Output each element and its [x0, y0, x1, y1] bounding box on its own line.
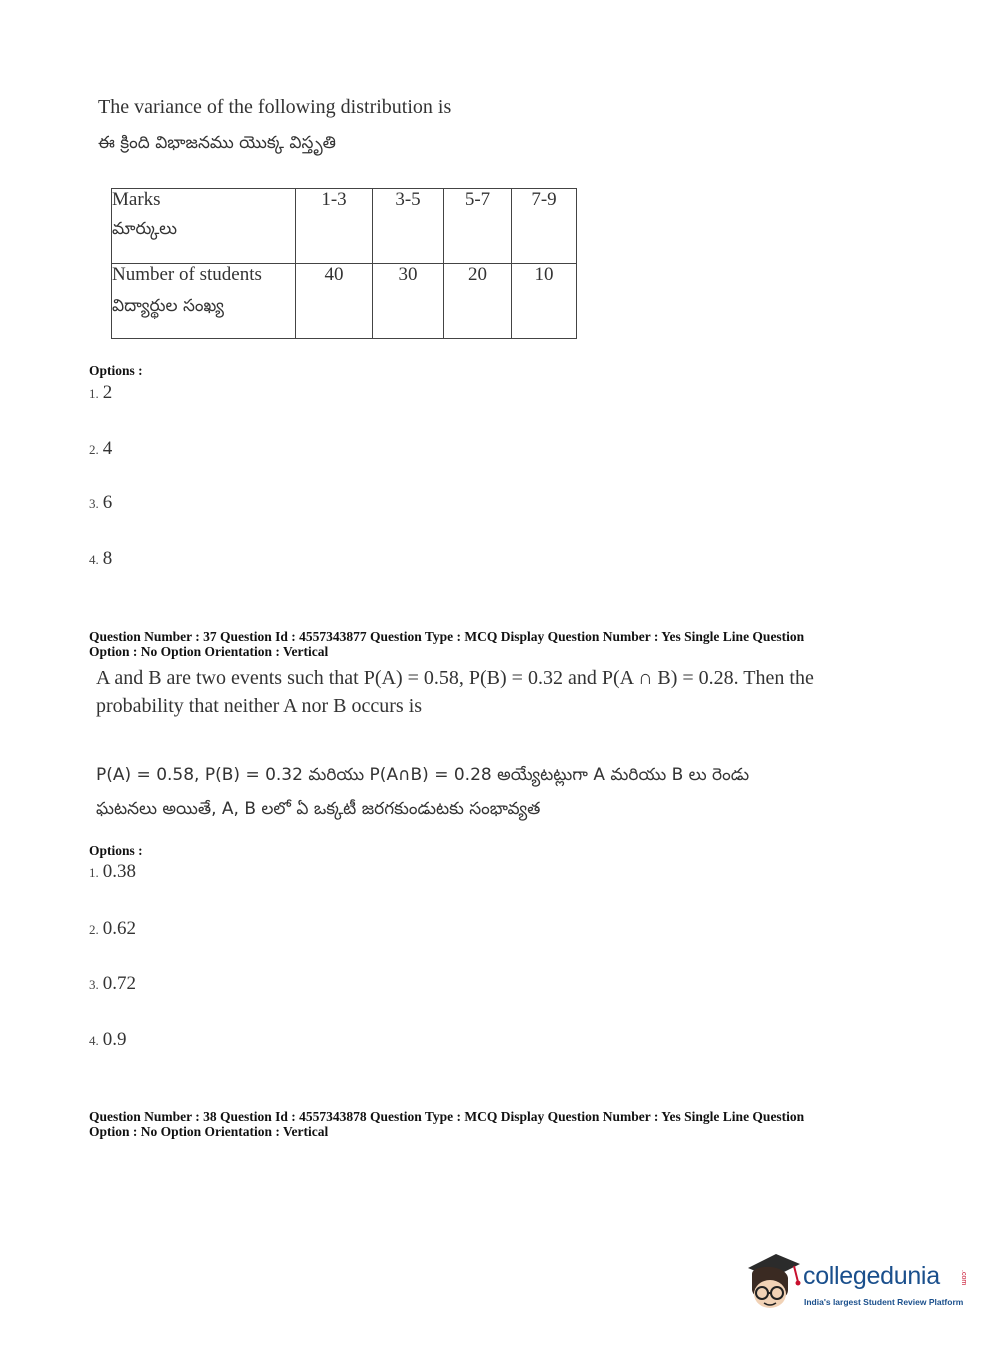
q38-meta: Question Number : 38 Question Id : 4557343878 Question Type : MCQ Display Question Number : Yes Single Line Question Option : No Option Orientation : Vertical: [89, 1109, 805, 1139]
mascot-icon: [742, 1250, 802, 1312]
q37-options-label: Options :: [89, 843, 143, 858]
interval-cell: 3-5: [373, 189, 444, 264]
logo-com: .com: [960, 1270, 967, 1286]
collegedunia-logo[interactable]: [742, 1250, 972, 1320]
q37-stem-te: P(A) = 0.58, P(B) = 0.32 మరియు P(A∩B) = 0.28 అయ్యేటట్లుగా A మరియు B లు రెండు ఘటనలు అయితే, A, B లలో ఏ ఒక్కటీ జరగకుండుటకు సంభావ్యత: [96, 765, 750, 819]
logo-tagline: India's largest Student Review Platform: [804, 1297, 964, 1307]
students-cell: 30: [373, 264, 444, 339]
q37-option-3[interactable]: 3. 0.72: [89, 973, 136, 994]
students-cell: 40: [296, 264, 373, 339]
students-cell: 20: [444, 264, 512, 339]
interval-cell: 1-3: [296, 189, 373, 264]
q37-option-2[interactable]: 2. 0.62: [89, 918, 136, 939]
q36-stem-en: The variance of the following distribution is: [98, 96, 452, 118]
logo-wordmark: collegedunia: [803, 1262, 940, 1290]
q36-option-2[interactable]: 2. 4: [89, 438, 113, 459]
students-header: Number of students విద్యార్థుల సంఖ్య: [112, 264, 296, 339]
q36-stem-te: ఈ క్రింది విభాజనము యొక్క విస్తృతి: [98, 133, 336, 153]
q37-option-1[interactable]: 1. 0.38: [89, 861, 136, 882]
q36-options-label: Options :: [89, 363, 143, 378]
interval-cell: 7-9: [512, 189, 577, 264]
q36-option-3[interactable]: 3. 6: [89, 492, 113, 513]
distribution-table: [111, 188, 577, 339]
students-cell: 10: [512, 264, 577, 339]
marks-header: Marks మార్కులు: [112, 189, 296, 264]
q37-stem-en: A and B are two events such that P(A) = 0.58, P(B) = 0.32 and P(A ∩ B) = 0.28. Then the probability that neither A nor B occurs is: [96, 667, 814, 717]
q36-option-1[interactable]: 1. 2: [89, 382, 113, 403]
interval-cell: 5-7: [444, 189, 512, 264]
q36-option-4[interactable]: 4. 8: [89, 548, 113, 569]
q37-option-4[interactable]: 4. 0.9: [89, 1029, 127, 1050]
q37-meta: Question Number : 37 Question Id : 4557343877 Question Type : MCQ Display Question Number : Yes Single Line Question Option : No Option Orientation : Vertical: [89, 629, 805, 659]
